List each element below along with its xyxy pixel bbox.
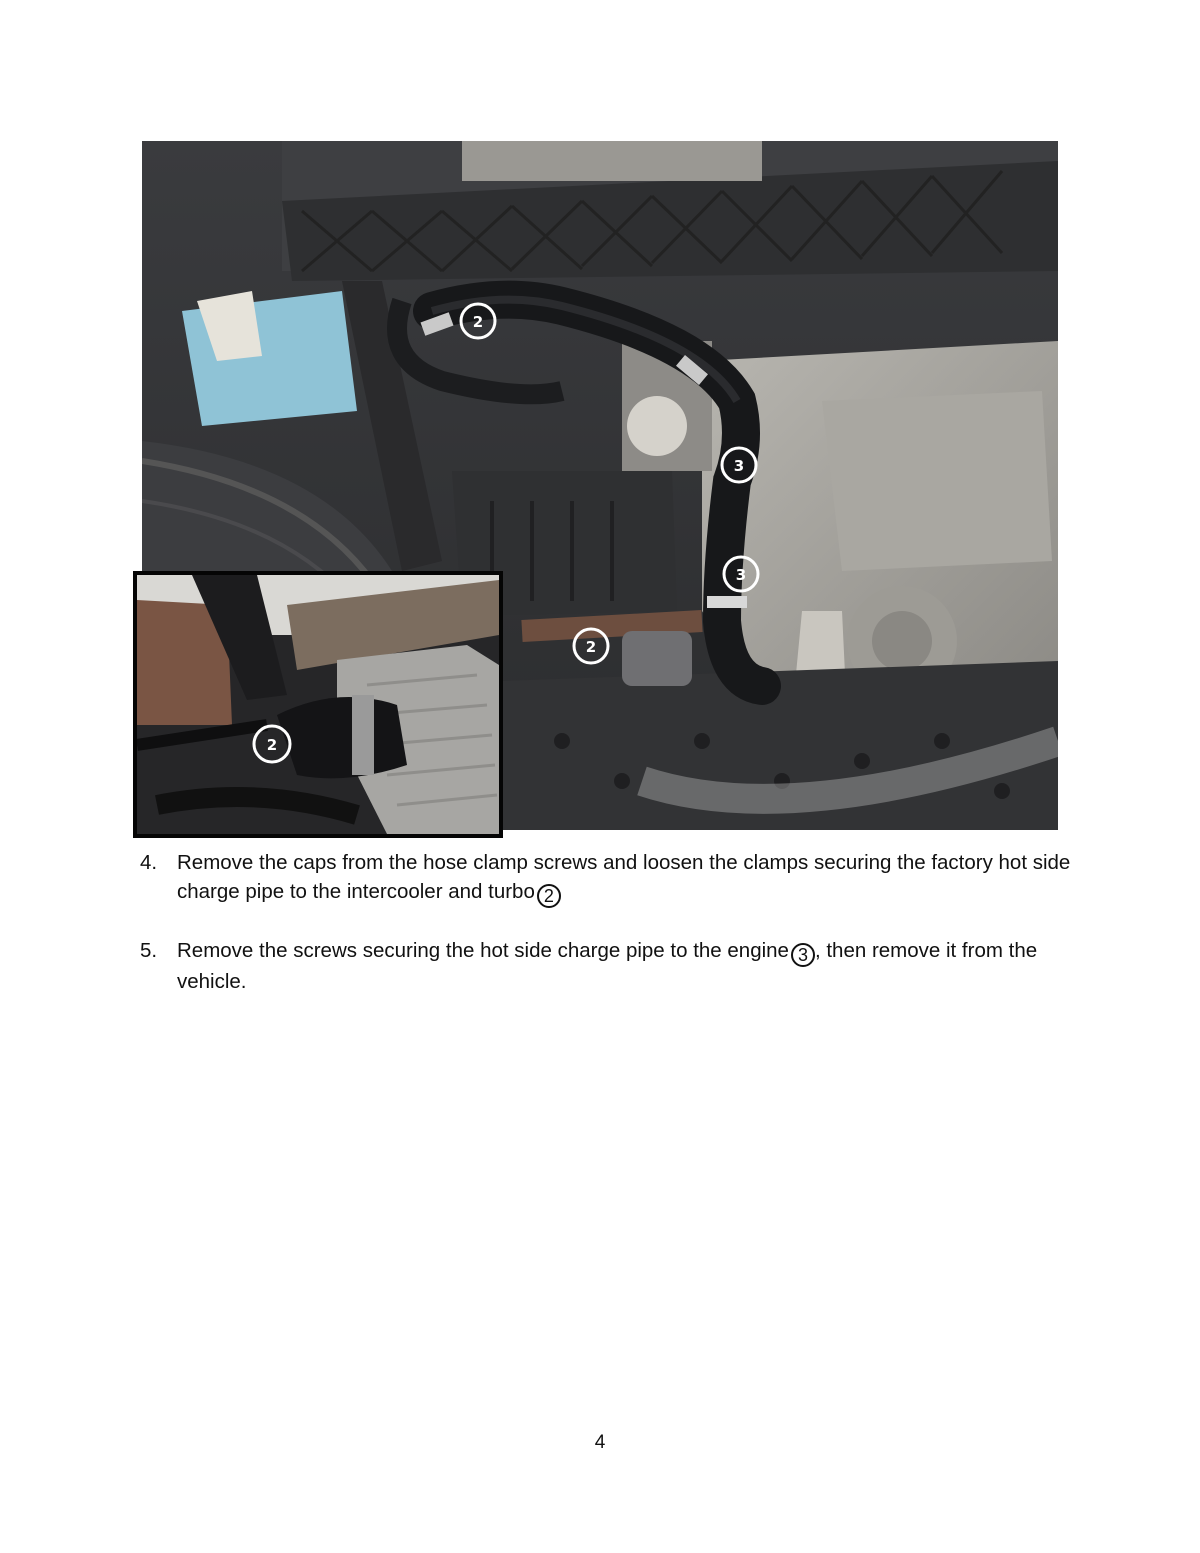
- callout-label: 3: [735, 566, 747, 584]
- page-number: 4: [594, 1432, 606, 1453]
- callout-label: 2: [266, 736, 278, 754]
- callout-label: 2: [472, 313, 484, 331]
- instruction-list: [140, 848, 1080, 1024]
- step-text: Remove the screws securing the hot side charge pipe to the engine: [177, 939, 789, 962]
- step-item: [140, 848, 1080, 908]
- inset-closeup-photo: [133, 571, 503, 838]
- step-text: Remove the caps from the hose clamp screws and loosen the clamps securing the factory hot side charge pipe to the intercooler and turbo: [177, 851, 1071, 903]
- step-number: 4.: [140, 851, 158, 874]
- step-suffix: , then remove it from the vehicle.: [177, 939, 1038, 993]
- step-item: [140, 936, 1080, 996]
- inline-callout-3: 3: [791, 943, 815, 967]
- step-number: 5.: [140, 939, 158, 962]
- inline-callout-2: 2: [537, 884, 561, 908]
- callout-label: 3: [733, 457, 745, 475]
- callout-label: 2: [585, 638, 597, 656]
